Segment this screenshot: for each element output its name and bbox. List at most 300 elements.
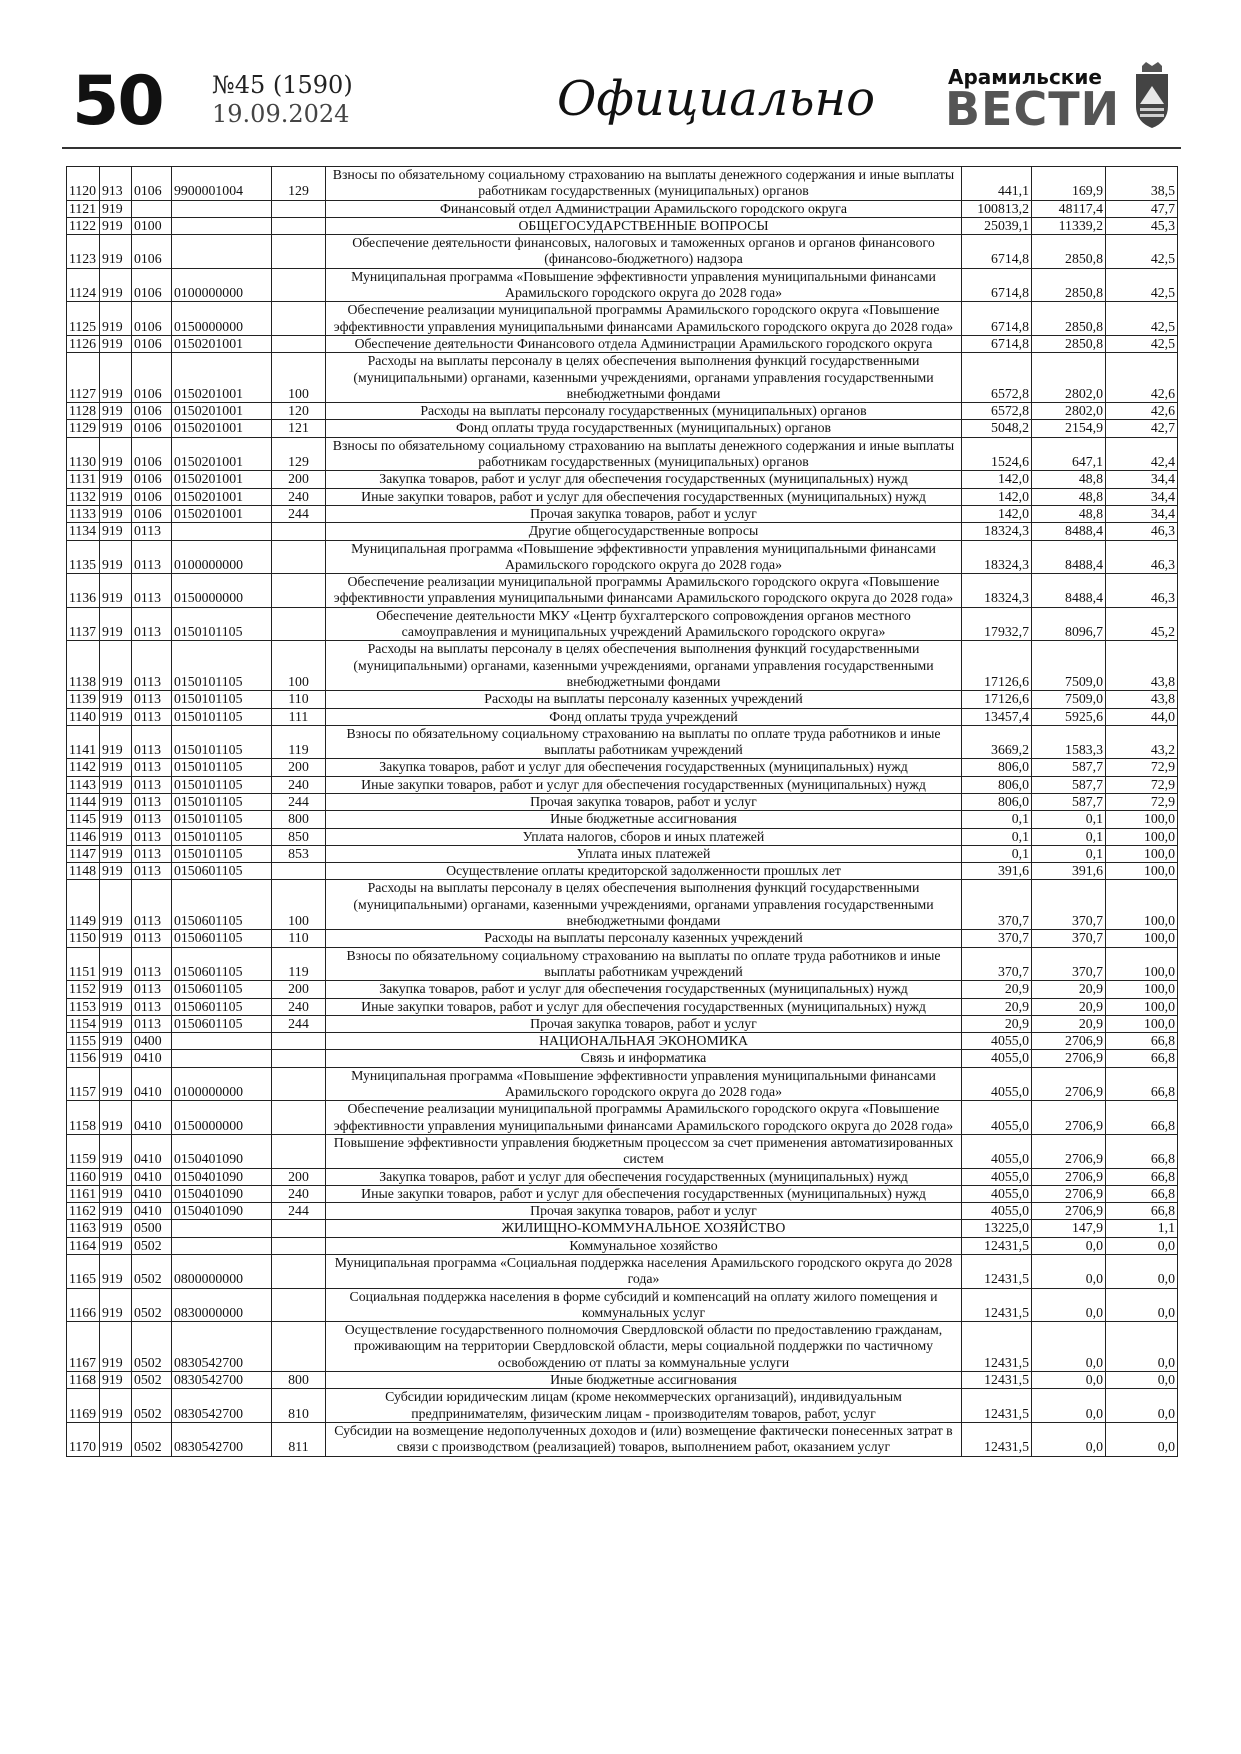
target-article-code: 0150000000 — [172, 1101, 272, 1135]
expense-name: Субсидии на возмещение недополученных доходов и (или) возмещение фактически понесенных затрат в связи с производством (реализацией) товаров, выполнением работ, оказанием услуг — [326, 1422, 962, 1456]
execution-percent: 66,8 — [1106, 1185, 1178, 1202]
executed-amount: 2802,0 — [1032, 353, 1106, 403]
execution-percent: 66,8 — [1106, 1134, 1178, 1168]
execution-percent: 45,3 — [1106, 217, 1178, 234]
row-number: 1133 — [67, 505, 100, 522]
executed-amount: 0,1 — [1032, 811, 1106, 828]
expense-type-code — [272, 217, 326, 234]
row-number: 1145 — [67, 811, 100, 828]
row-number: 1165 — [67, 1255, 100, 1289]
target-article-code: 0150201001 — [172, 471, 272, 488]
expense-name: Закупка товаров, работ и услуг для обеспечения государственных (муниципальных) нужд — [326, 759, 962, 776]
section-code: 0502 — [132, 1322, 172, 1372]
admin-code: 919 — [100, 691, 132, 708]
plan-amount: 0,1 — [962, 828, 1032, 845]
executed-amount: 0,1 — [1032, 845, 1106, 862]
table-row — [67, 574, 1178, 608]
plan-amount: 1524,6 — [962, 437, 1032, 471]
row-number: 1160 — [67, 1168, 100, 1185]
plan-amount: 6714,8 — [962, 302, 1032, 336]
row-number: 1156 — [67, 1050, 100, 1067]
row-number: 1144 — [67, 793, 100, 810]
expense-name: Фонд оплаты труда государственных (муниципальных) органов — [326, 420, 962, 437]
table-row — [67, 403, 1178, 420]
plan-amount: 806,0 — [962, 793, 1032, 810]
section-code: 0106 — [132, 235, 172, 269]
section-code: 0113 — [132, 776, 172, 793]
expense-name: Иные бюджетные ассигнования — [326, 1372, 962, 1389]
execution-percent: 42,4 — [1106, 437, 1178, 471]
executed-amount: 20,9 — [1032, 998, 1106, 1015]
admin-code: 919 — [100, 947, 132, 981]
target-article-code: 0150101105 — [172, 845, 272, 862]
row-number: 1161 — [67, 1185, 100, 1202]
expense-name: Расходы на выплаты персоналу государственных (муниципальных) органов — [326, 403, 962, 420]
section-code: 0106 — [132, 403, 172, 420]
row-number: 1130 — [67, 437, 100, 471]
row-number: 1124 — [67, 268, 100, 302]
target-article-code: 0150601105 — [172, 863, 272, 880]
table-row — [67, 930, 1178, 947]
table-row — [67, 845, 1178, 862]
expense-name: Субсидии юридическим лицам (кроме некоммерческих организаций), индивидуальным предпринимателям, физическим лицам - производителям товаров, работ, услуг — [326, 1389, 962, 1423]
row-number: 1135 — [67, 540, 100, 574]
executed-amount: 0,0 — [1032, 1255, 1106, 1289]
table-row — [67, 1101, 1178, 1135]
row-number: 1129 — [67, 420, 100, 437]
row-number: 1134 — [67, 523, 100, 540]
executed-amount: 2706,9 — [1032, 1203, 1106, 1220]
expense-name: Обеспечение реализации муниципальной программы Арамильского городского округа «Повышение эффективности управления муниципальными финансами Арамильского городского округа до 2028 года» — [326, 302, 962, 336]
admin-code: 919 — [100, 235, 132, 269]
admin-code: 919 — [100, 607, 132, 641]
admin-code: 919 — [100, 1203, 132, 1220]
table-row — [67, 793, 1178, 810]
section-code: 0113 — [132, 863, 172, 880]
table-row — [67, 863, 1178, 880]
table-row — [67, 217, 1178, 234]
executed-amount: 2850,8 — [1032, 302, 1106, 336]
expense-type-code — [272, 1288, 326, 1322]
plan-amount: 18324,3 — [962, 540, 1032, 574]
expense-type-code — [272, 523, 326, 540]
plan-amount: 6572,8 — [962, 403, 1032, 420]
target-article-code: 0150601105 — [172, 947, 272, 981]
expense-type-code: 244 — [272, 1203, 326, 1220]
plan-amount: 6572,8 — [962, 353, 1032, 403]
admin-code: 919 — [100, 200, 132, 217]
section-code: 0113 — [132, 828, 172, 845]
plan-amount: 142,0 — [962, 471, 1032, 488]
expense-name: Взносы по обязательному социальному страхованию на выплаты денежного содержания и иные выплаты работникам государственных (муниципальных) органов — [326, 167, 962, 201]
executed-amount: 391,6 — [1032, 863, 1106, 880]
admin-code: 919 — [100, 420, 132, 437]
execution-percent: 100,0 — [1106, 828, 1178, 845]
row-number: 1138 — [67, 641, 100, 691]
plan-amount: 6714,8 — [962, 235, 1032, 269]
expense-name: Иные закупки товаров, работ и услуг для обеспечения государственных (муниципальных) нужд — [326, 488, 962, 505]
plan-amount: 142,0 — [962, 505, 1032, 522]
admin-code: 919 — [100, 353, 132, 403]
table-row — [67, 1372, 1178, 1389]
section-code: 0106 — [132, 471, 172, 488]
expense-name: Взносы по обязательному социальному страхованию на выплаты по оплате труда работников и иные выплаты работникам учреждений — [326, 725, 962, 759]
budget-table-container — [66, 166, 1177, 1457]
executed-amount: 48,8 — [1032, 505, 1106, 522]
table-row — [67, 302, 1178, 336]
row-number: 1163 — [67, 1220, 100, 1237]
row-number: 1159 — [67, 1134, 100, 1168]
target-article-code: 0830542700 — [172, 1389, 272, 1423]
expense-name: Уплата налогов, сборов и иных платежей — [326, 828, 962, 845]
section-code: 0113 — [132, 981, 172, 998]
target-article-code — [172, 200, 272, 217]
execution-percent: 42,6 — [1106, 353, 1178, 403]
admin-code: 919 — [100, 268, 132, 302]
executed-amount: 7509,0 — [1032, 691, 1106, 708]
executed-amount: 0,1 — [1032, 828, 1106, 845]
expense-type-code: 110 — [272, 691, 326, 708]
admin-code: 919 — [100, 1067, 132, 1101]
target-article-code: 0150000000 — [172, 574, 272, 608]
expense-type-code: 244 — [272, 793, 326, 810]
expense-name: Осуществление государственного полномочия Свердловской области по предоставлению гражданам, проживающим на территории Свердловской области, меры социальной поддержки по частичному освобождению от платы за коммунальные услуги — [326, 1322, 962, 1372]
section-code: 0113 — [132, 607, 172, 641]
target-article-code — [172, 1237, 272, 1254]
executed-amount: 370,7 — [1032, 947, 1106, 981]
execution-percent: 47,7 — [1106, 200, 1178, 217]
executed-amount: 48,8 — [1032, 471, 1106, 488]
row-number: 1147 — [67, 845, 100, 862]
logo-main-text: ВЕСТИ — [945, 82, 1121, 136]
execution-percent: 42,5 — [1106, 302, 1178, 336]
execution-percent: 0,0 — [1106, 1422, 1178, 1456]
section-code: 0106 — [132, 420, 172, 437]
target-article-code: 0150101105 — [172, 811, 272, 828]
expense-type-code: 244 — [272, 505, 326, 522]
executed-amount: 0,0 — [1032, 1322, 1106, 1372]
plan-amount: 4055,0 — [962, 1033, 1032, 1050]
table-row — [67, 1168, 1178, 1185]
plan-amount: 142,0 — [962, 488, 1032, 505]
row-number: 1142 — [67, 759, 100, 776]
execution-percent: 0,0 — [1106, 1389, 1178, 1423]
section-code: 0106 — [132, 167, 172, 201]
expense-name: Социальная поддержка населения в форме субсидий и компенсаций на оплату жилого помещения и коммунальных услуг — [326, 1288, 962, 1322]
expense-name: ЖИЛИЩНО-КОММУНАЛЬНОЕ ХОЗЯЙСТВО — [326, 1220, 962, 1237]
expense-name: Обеспечение деятельности Финансового отдела Администрации Арамильского городского округа — [326, 335, 962, 352]
expense-type-code — [272, 268, 326, 302]
table-row — [67, 1220, 1178, 1237]
executed-amount: 0,0 — [1032, 1389, 1106, 1423]
plan-amount: 17126,6 — [962, 641, 1032, 691]
target-article-code: 0150101105 — [172, 793, 272, 810]
expense-name: Расходы на выплаты персоналу в целях обеспечения выполнения функций государственными (муниципальными) органами, казенными учреждениями, органами управления государственными внебюджетными фондами — [326, 353, 962, 403]
plan-amount: 12431,5 — [962, 1237, 1032, 1254]
expense-type-code: 800 — [272, 811, 326, 828]
table-row — [67, 998, 1178, 1015]
execution-percent: 100,0 — [1106, 947, 1178, 981]
expense-name: Обеспечение деятельности финансовых, налоговых и таможенных органов и органов финансового (финансово-бюджетного) надзора — [326, 235, 962, 269]
plan-amount: 4055,0 — [962, 1185, 1032, 1202]
target-article-code: 0150401090 — [172, 1134, 272, 1168]
admin-code: 919 — [100, 471, 132, 488]
executed-amount: 0,0 — [1032, 1372, 1106, 1389]
admin-code: 919 — [100, 505, 132, 522]
table-row — [67, 1015, 1178, 1032]
execution-percent: 42,5 — [1106, 268, 1178, 302]
executed-amount: 11339,2 — [1032, 217, 1106, 234]
executed-amount: 8488,4 — [1032, 523, 1106, 540]
expense-name: Иные закупки товаров, работ и услуг для обеспечения государственных (муниципальных) нужд — [326, 998, 962, 1015]
plan-amount: 12431,5 — [962, 1322, 1032, 1372]
executed-amount: 7509,0 — [1032, 641, 1106, 691]
admin-code: 919 — [100, 863, 132, 880]
table-row — [67, 540, 1178, 574]
expense-name: Уплата иных платежей — [326, 845, 962, 862]
plan-amount: 12431,5 — [962, 1422, 1032, 1456]
table-row — [67, 1255, 1178, 1289]
admin-code: 919 — [100, 1015, 132, 1032]
table-row — [67, 353, 1178, 403]
executed-amount: 48,8 — [1032, 488, 1106, 505]
execution-percent: 43,8 — [1106, 691, 1178, 708]
row-number: 1169 — [67, 1389, 100, 1423]
plan-amount: 12431,5 — [962, 1288, 1032, 1322]
execution-percent: 43,2 — [1106, 725, 1178, 759]
plan-amount: 4055,0 — [962, 1134, 1032, 1168]
executed-amount: 587,7 — [1032, 776, 1106, 793]
section-code: 0113 — [132, 708, 172, 725]
target-article-code — [172, 235, 272, 269]
admin-code: 919 — [100, 1185, 132, 1202]
section-title: Официально — [557, 71, 876, 127]
expense-name: Обеспечение деятельности МКУ «Центр бухгалтерского сопровождения органов местного самоуправления и муниципальных учреждений Арамильского городского округа» — [326, 607, 962, 641]
target-article-code: 0150601105 — [172, 981, 272, 998]
expense-type-code — [272, 1322, 326, 1372]
target-article-code: 0150201001 — [172, 488, 272, 505]
plan-amount: 4055,0 — [962, 1101, 1032, 1135]
plan-amount: 4055,0 — [962, 1203, 1032, 1220]
expense-type-code: 120 — [272, 403, 326, 420]
section-code: 0502 — [132, 1372, 172, 1389]
target-article-code: 0830542700 — [172, 1372, 272, 1389]
table-row — [67, 268, 1178, 302]
row-number: 1162 — [67, 1203, 100, 1220]
target-article-code: 0150601105 — [172, 930, 272, 947]
row-number: 1149 — [67, 880, 100, 930]
executed-amount: 2706,9 — [1032, 1101, 1106, 1135]
admin-code: 919 — [100, 641, 132, 691]
expense-name: Обеспечение реализации муниципальной программы Арамильского городского округа «Повышение эффективности управления муниципальными финансами Арамильского городского округа до 2028 года» — [326, 574, 962, 608]
admin-code: 919 — [100, 523, 132, 540]
section-code: 0502 — [132, 1237, 172, 1254]
expense-name: Расходы на выплаты персоналу в целях обеспечения выполнения функций государственными (муниципальными) органами, казенными учреждениями, органами управления государственными внебюджетными фондами — [326, 641, 962, 691]
table-row — [67, 776, 1178, 793]
execution-percent: 100,0 — [1106, 880, 1178, 930]
plan-amount: 441,1 — [962, 167, 1032, 201]
expense-type-code: 121 — [272, 420, 326, 437]
admin-code: 919 — [100, 1389, 132, 1423]
expense-type-code: 119 — [272, 947, 326, 981]
table-row — [67, 759, 1178, 776]
section-code: 0502 — [132, 1255, 172, 1289]
executed-amount: 0,0 — [1032, 1288, 1106, 1322]
execution-percent: 100,0 — [1106, 930, 1178, 947]
execution-percent: 100,0 — [1106, 863, 1178, 880]
expense-type-code — [272, 1101, 326, 1135]
expense-type-code: 240 — [272, 488, 326, 505]
table-row — [67, 708, 1178, 725]
row-number: 1146 — [67, 828, 100, 845]
expense-type-code: 240 — [272, 1185, 326, 1202]
admin-code: 919 — [100, 998, 132, 1015]
section-code: 0400 — [132, 1033, 172, 1050]
section-code: 0502 — [132, 1288, 172, 1322]
execution-percent: 100,0 — [1106, 1015, 1178, 1032]
table-row — [67, 1322, 1178, 1372]
expense-name: Муниципальная программа «Социальная поддержка населения Арамильского городского округа до 2028 года» — [326, 1255, 962, 1289]
plan-amount: 12431,5 — [962, 1389, 1032, 1423]
target-article-code: 0100000000 — [172, 268, 272, 302]
target-article-code — [172, 217, 272, 234]
section-code: 0410 — [132, 1101, 172, 1135]
target-article-code: 0150401090 — [172, 1168, 272, 1185]
expense-name: Расходы на выплаты персоналу казенных учреждений — [326, 930, 962, 947]
plan-amount: 0,1 — [962, 845, 1032, 862]
admin-code: 919 — [100, 1237, 132, 1254]
expense-name: Другие общегосударственные вопросы — [326, 523, 962, 540]
issue-number: №45 (1590) — [212, 71, 353, 99]
execution-percent: 42,5 — [1106, 235, 1178, 269]
table-row — [67, 880, 1178, 930]
expense-name: Муниципальная программа «Повышение эффективности управления муниципальными финансами Арамильского городского округа до 2028 года» — [326, 268, 962, 302]
admin-code: 919 — [100, 1422, 132, 1456]
executed-amount: 1583,3 — [1032, 725, 1106, 759]
executed-amount: 2706,9 — [1032, 1168, 1106, 1185]
row-number: 1143 — [67, 776, 100, 793]
plan-amount: 0,1 — [962, 811, 1032, 828]
plan-amount: 17932,7 — [962, 607, 1032, 641]
row-number: 1168 — [67, 1372, 100, 1389]
admin-code: 919 — [100, 574, 132, 608]
executed-amount: 370,7 — [1032, 880, 1106, 930]
section-code: 0113 — [132, 880, 172, 930]
table-row — [67, 981, 1178, 998]
plan-amount: 20,9 — [962, 1015, 1032, 1032]
admin-code: 919 — [100, 930, 132, 947]
section-code: 0410 — [132, 1050, 172, 1067]
execution-percent: 34,4 — [1106, 488, 1178, 505]
row-number: 1123 — [67, 235, 100, 269]
expense-name: Обеспечение реализации муниципальной программы Арамильского городского округа «Повышение эффективности управления муниципальными финансами Арамильского городского округа до 2028 года» — [326, 1101, 962, 1135]
admin-code: 919 — [100, 1322, 132, 1372]
section-code: 0106 — [132, 488, 172, 505]
expense-type-code: 811 — [272, 1422, 326, 1456]
expense-type-code — [272, 1237, 326, 1254]
admin-code: 919 — [100, 1255, 132, 1289]
target-article-code: 0150101105 — [172, 725, 272, 759]
target-article-code — [172, 1033, 272, 1050]
section-code: 0410 — [132, 1067, 172, 1101]
target-article-code: 0830542700 — [172, 1422, 272, 1456]
logo-top-text: Арамильские — [948, 65, 1102, 89]
expense-type-code: 119 — [272, 725, 326, 759]
section-code: 0113 — [132, 998, 172, 1015]
expense-name: Прочая закупка товаров, работ и услуг — [326, 793, 962, 810]
executed-amount: 647,1 — [1032, 437, 1106, 471]
admin-code: 919 — [100, 793, 132, 810]
header-rule — [62, 147, 1181, 149]
executed-amount: 2706,9 — [1032, 1050, 1106, 1067]
expense-type-code: 200 — [272, 471, 326, 488]
expense-name: Закупка товаров, работ и услуг для обеспечения государственных (муниципальных) нужд — [326, 1168, 962, 1185]
table-row — [67, 1422, 1178, 1456]
expense-type-code — [272, 1255, 326, 1289]
table-row — [67, 1185, 1178, 1202]
plan-amount: 6714,8 — [962, 335, 1032, 352]
execution-percent: 100,0 — [1106, 998, 1178, 1015]
executed-amount: 2706,9 — [1032, 1033, 1106, 1050]
section-code — [132, 200, 172, 217]
expense-name: Иные закупки товаров, работ и услуг для обеспечения государственных (муниципальных) нужд — [326, 1185, 962, 1202]
section-code: 0106 — [132, 335, 172, 352]
row-number: 1141 — [67, 725, 100, 759]
expense-type-code — [272, 1220, 326, 1237]
plan-amount: 20,9 — [962, 981, 1032, 998]
execution-percent: 72,9 — [1106, 793, 1178, 810]
execution-percent: 72,9 — [1106, 759, 1178, 776]
admin-code: 919 — [100, 217, 132, 234]
table-row — [67, 1389, 1178, 1423]
page-header — [62, 58, 1181, 148]
expense-name: Прочая закупка товаров, работ и услуг — [326, 1015, 962, 1032]
row-number: 1140 — [67, 708, 100, 725]
execution-percent: 1,1 — [1106, 1220, 1178, 1237]
section-code: 0113 — [132, 574, 172, 608]
row-number: 1164 — [67, 1237, 100, 1254]
target-article-code: 0150101105 — [172, 691, 272, 708]
executed-amount: 8096,7 — [1032, 607, 1106, 641]
section-code: 0113 — [132, 641, 172, 691]
plan-amount: 370,7 — [962, 880, 1032, 930]
target-article-code: 0830542700 — [172, 1322, 272, 1372]
admin-code: 919 — [100, 1372, 132, 1389]
expense-type-code — [272, 200, 326, 217]
row-number: 1150 — [67, 930, 100, 947]
target-article-code: 0150101105 — [172, 708, 272, 725]
row-number: 1167 — [67, 1322, 100, 1372]
section-code: 0106 — [132, 302, 172, 336]
row-number: 1152 — [67, 981, 100, 998]
row-number: 1120 — [67, 167, 100, 201]
budget-table — [66, 166, 1178, 1457]
expense-type-code: 853 — [272, 845, 326, 862]
target-article-code: 0150101105 — [172, 776, 272, 793]
section-code: 0113 — [132, 523, 172, 540]
target-article-code: 0830000000 — [172, 1288, 272, 1322]
target-article-code: 0150101105 — [172, 828, 272, 845]
executed-amount: 20,9 — [1032, 1015, 1106, 1032]
execution-percent: 100,0 — [1106, 981, 1178, 998]
admin-code: 919 — [100, 811, 132, 828]
target-article-code: 0150101105 — [172, 607, 272, 641]
target-article-code: 0150201001 — [172, 335, 272, 352]
executed-amount: 5925,6 — [1032, 708, 1106, 725]
target-article-code: 0150101105 — [172, 641, 272, 691]
row-number: 1137 — [67, 607, 100, 641]
section-code: 0410 — [132, 1168, 172, 1185]
